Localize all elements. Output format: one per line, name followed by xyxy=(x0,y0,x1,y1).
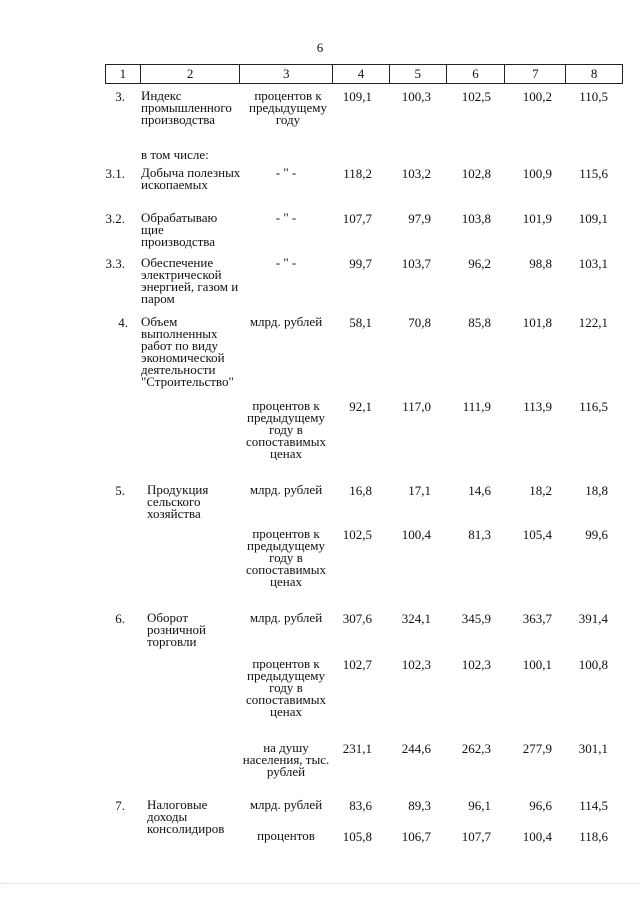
value-cell: 17,1 xyxy=(408,483,431,498)
value-cell: 70,8 xyxy=(408,315,431,330)
row-unit: процентов к предыдущему году в сопоставимых ценах xyxy=(246,398,326,461)
value-cell: 363,7 xyxy=(522,611,552,626)
header-col-2: 2 xyxy=(141,65,241,83)
row-name: Обеспечение электрической энергией, газом и паром xyxy=(141,255,239,306)
value-cell: 102,8 xyxy=(461,166,491,181)
value-cell: 324,1 xyxy=(401,611,431,626)
value-cell: 99,6 xyxy=(585,527,608,542)
row-unit: - " - xyxy=(275,255,297,270)
value-cell: 391,4 xyxy=(578,611,608,626)
row-unit: - " - xyxy=(275,165,297,180)
value-cell: 345,9 xyxy=(461,611,491,626)
value-cell: 85,8 xyxy=(468,315,491,330)
row-name: Объем выполненных работ по виду экономической деятельности "Строительство" xyxy=(141,314,234,389)
value-cell: 117,0 xyxy=(402,399,431,414)
value-cell: 96,1 xyxy=(468,798,491,813)
value-cell: 100,1 xyxy=(522,657,552,672)
header-col-5: 5 xyxy=(390,65,447,83)
value-cell: 102,5 xyxy=(342,527,372,542)
row-unit: млрд. рублей xyxy=(249,610,323,625)
row-name: Оборот розничной торговли xyxy=(147,610,207,649)
value-cell: 16,8 xyxy=(349,483,372,498)
value-cell: 103,1 xyxy=(578,256,608,271)
value-cell: 58,1 xyxy=(349,315,372,330)
row-unit: млрд. рублей xyxy=(249,314,323,329)
header-col-6: 6 xyxy=(447,65,506,83)
value-cell: 105,4 xyxy=(522,527,552,542)
row-unit: млрд. рублей xyxy=(249,482,323,497)
value-cell: 307,6 xyxy=(342,611,372,626)
value-cell: 122,1 xyxy=(578,315,608,330)
value-cell: 89,3 xyxy=(408,798,431,813)
value-cell: 14,6 xyxy=(468,483,491,498)
value-cell: 118,6 xyxy=(579,829,608,844)
row-unit: процентов к предыдущему году в сопоставимых ценах xyxy=(246,526,326,589)
value-cell: 100,9 xyxy=(522,166,552,181)
row-number: 3. xyxy=(115,89,125,104)
value-cell: 102,3 xyxy=(401,657,431,672)
value-cell: 98,8 xyxy=(529,256,552,271)
scan-edge-divider xyxy=(0,883,640,890)
value-cell: 100,2 xyxy=(522,89,552,104)
value-cell: 102,5 xyxy=(461,89,491,104)
value-cell: 103,8 xyxy=(461,211,491,226)
value-cell: 109,1 xyxy=(342,89,372,104)
row-unit: процентов к предыдущему году в сопоставимых ценах xyxy=(246,656,326,719)
value-cell: 96,6 xyxy=(529,798,552,813)
row-unit: млрд. рублей xyxy=(249,797,323,812)
value-cell: 97,9 xyxy=(408,211,431,226)
value-cell: 106,7 xyxy=(401,829,431,844)
header-col-4: 4 xyxy=(333,65,390,83)
value-cell: 100,4 xyxy=(522,829,552,844)
value-cell: 18,8 xyxy=(585,483,608,498)
value-cell: 244,6 xyxy=(401,741,431,756)
row-name: Продукция сельского хозяйства xyxy=(147,482,209,521)
row-number: 3.1. xyxy=(105,166,125,181)
row-number: 5. xyxy=(115,483,125,498)
value-cell: 99,7 xyxy=(349,256,372,271)
value-cell: 107,7 xyxy=(342,211,372,226)
row-unit: процентов к предыдущему году xyxy=(248,88,328,127)
value-cell: 101,9 xyxy=(522,211,552,226)
row-number: 4. xyxy=(118,315,128,330)
value-cell: 301,1 xyxy=(578,741,608,756)
value-cell: 110,5 xyxy=(579,89,608,104)
row-number: 6. xyxy=(115,611,125,626)
value-cell: 102,3 xyxy=(461,657,491,672)
value-cell: 96,2 xyxy=(468,256,491,271)
value-cell: 102,7 xyxy=(342,657,372,672)
value-cell: 113,9 xyxy=(523,399,552,414)
value-cell: 83,6 xyxy=(349,798,372,813)
value-cell: 81,3 xyxy=(468,527,491,542)
value-cell: 109,1 xyxy=(578,211,608,226)
value-cell: 277,9 xyxy=(522,741,552,756)
row-name: Добыча полезных ископаемых xyxy=(141,165,241,192)
page-number: 6 xyxy=(316,40,324,55)
value-cell: 105,8 xyxy=(342,829,372,844)
value-cell: 101,8 xyxy=(522,315,552,330)
subheading: в том числе: xyxy=(141,147,209,162)
value-cell: 103,7 xyxy=(401,256,431,271)
value-cell: 100,4 xyxy=(401,527,431,542)
row-unit: процентов xyxy=(257,828,315,843)
row-name: Индекс промышленного производства xyxy=(141,88,232,127)
header-col-8: 8 xyxy=(590,66,598,81)
value-cell: 115,6 xyxy=(579,166,608,181)
header-col-1: 1 xyxy=(106,65,141,83)
header-col-7: 7 xyxy=(505,65,566,83)
value-cell: 18,2 xyxy=(529,483,552,498)
value-cell: 111,9 xyxy=(462,399,491,414)
value-cell: 118,2 xyxy=(343,166,372,181)
row-number: 3.2. xyxy=(105,211,125,226)
row-name: Налоговые доходы консолидиров xyxy=(147,797,225,836)
value-cell: 100,3 xyxy=(401,89,431,104)
row-unit: на душу населения, тыс. рублей xyxy=(242,740,330,779)
row-number: 3.3. xyxy=(105,256,125,271)
value-cell: 262,3 xyxy=(461,741,491,756)
value-cell: 116,5 xyxy=(579,399,608,414)
table-header xyxy=(105,64,623,84)
row-name: Обрабатываю щие производства xyxy=(141,210,218,249)
value-cell: 103,2 xyxy=(401,166,431,181)
row-number: 7. xyxy=(115,798,125,813)
value-cell: 107,7 xyxy=(461,829,491,844)
value-cell: 231,1 xyxy=(342,741,372,756)
value-cell: 114,5 xyxy=(579,798,608,813)
row-unit: - " - xyxy=(275,210,297,225)
value-cell: 92,1 xyxy=(349,399,372,414)
value-cell: 100,8 xyxy=(578,657,608,672)
header-col-3: 3 xyxy=(240,65,333,83)
